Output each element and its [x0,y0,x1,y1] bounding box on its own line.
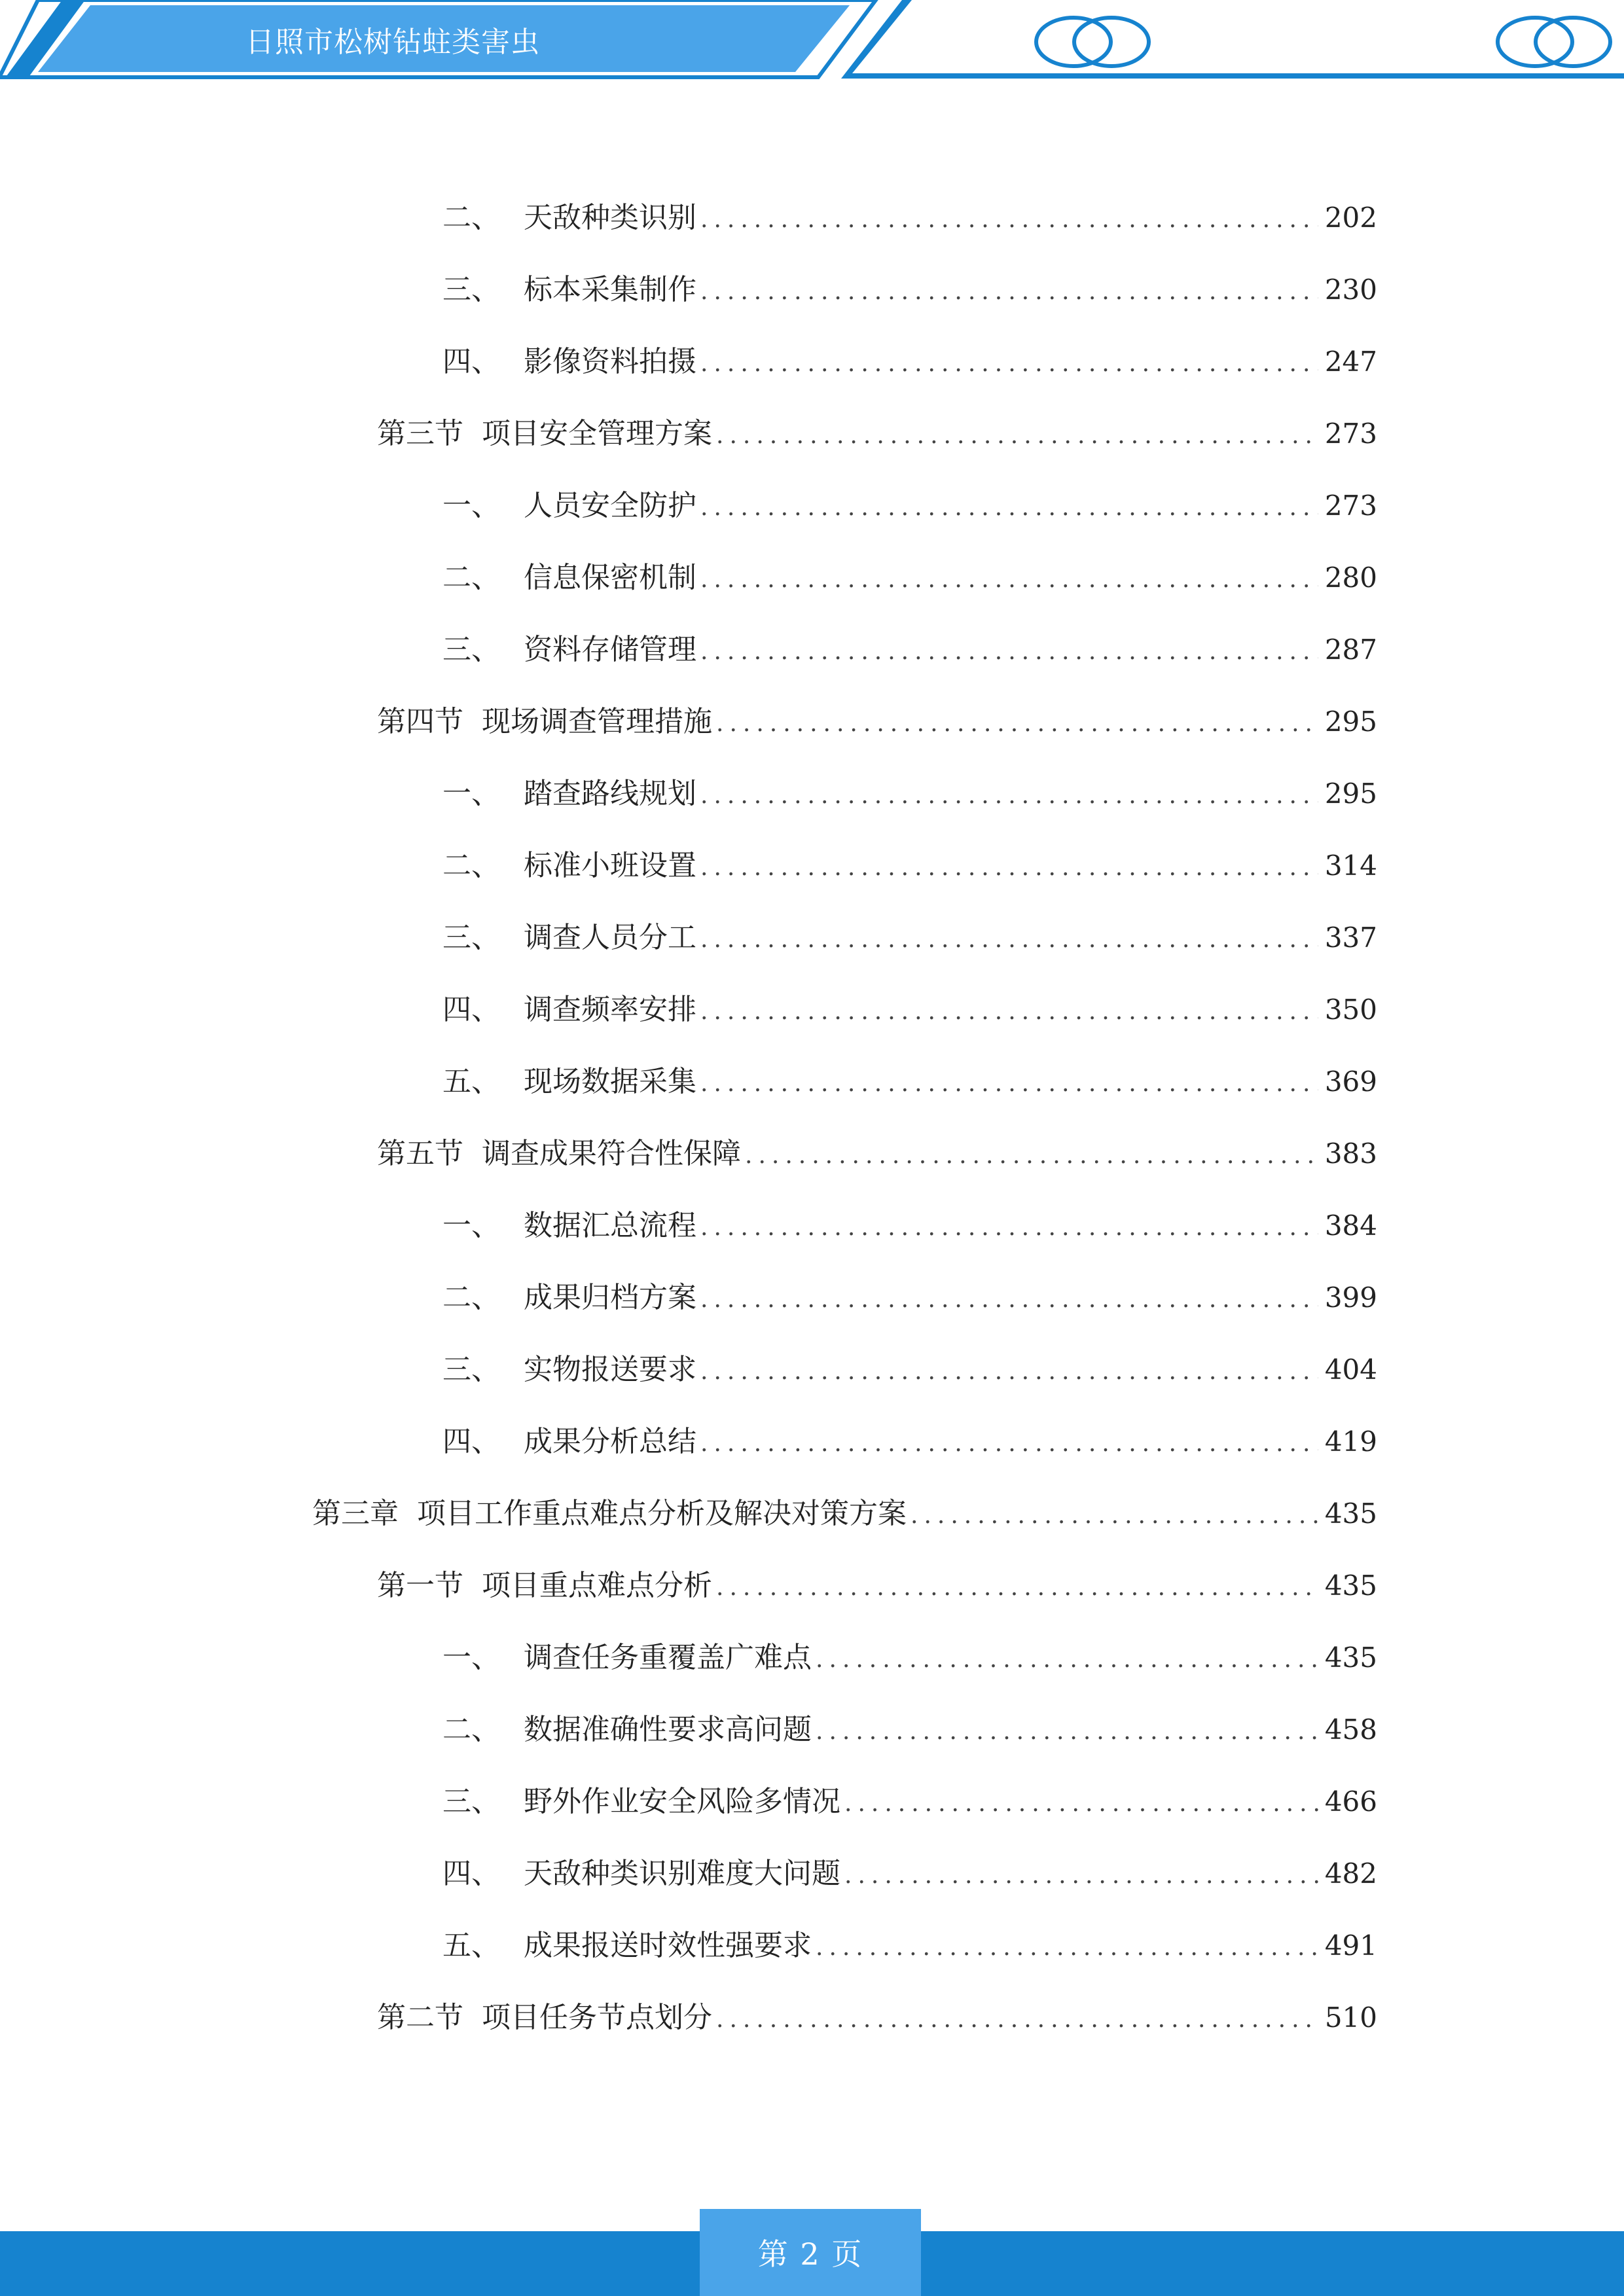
toc-entry-title: 天敌种类识别难度大问题 [524,1857,840,1890]
toc-entry-page: 273 [1324,490,1377,522]
toc-entry-title: 调查频率安排 [524,993,696,1026]
toc-entry-page: 295 [1324,778,1377,810]
toc-entry-number: 五、 [442,1929,500,1962]
toc-entry-title: 现场调查管理措施 [482,705,712,738]
toc-entry-number: 第三章 [312,1497,399,1530]
toc-entry-label [377,702,712,742]
toc-entry-number: 四、 [442,1857,500,1890]
toc-entry[interactable] [312,1494,1377,1534]
toc-entry[interactable] [442,1206,1377,1246]
toc-entry-label [442,1422,696,1462]
toc-entry-label [442,774,696,814]
toc-entry-title: 调查任务重覆盖广难点 [524,1641,812,1674]
page-number: 第 2 页 [757,2236,863,2272]
toc-entry-label [312,1494,907,1534]
toc-entry[interactable] [442,1854,1377,1893]
toc-entry-label [377,1566,712,1605]
toc-entry-label [442,1926,812,1965]
toc-entry[interactable] [442,1926,1377,1965]
toc-entry-page: 383 [1324,1138,1377,1170]
toc-entry-title: 现场数据采集 [524,1065,696,1098]
toc-entry-page: 314 [1324,850,1377,882]
toc-entry-title: 调查成果符合性保障 [482,1137,741,1170]
toc-dot-leader [700,1424,1318,1463]
toc-entry-label [442,1062,696,1102]
toc-dot-leader [700,1208,1318,1247]
toc-dot-leader [700,1352,1318,1391]
toc-entry-title: 项目工作重点难点分析及解决对策方案 [417,1497,907,1530]
toc-dot-leader [700,344,1318,384]
toc-entry-number: 三、 [442,273,500,306]
toc-entry-label [442,846,696,886]
toc-dot-leader [745,1136,1318,1175]
toc-entry-page: 202 [1324,202,1377,234]
toc-entry[interactable] [442,1710,1377,1749]
toc-entry-label [442,1350,696,1390]
toc-entry-number: 二、 [442,849,500,882]
toc-entry-number: 二、 [442,201,500,234]
toc-entry-label [442,1206,696,1246]
toc-dot-leader [700,848,1318,888]
toc-entry[interactable] [442,342,1377,382]
toc-entry-title: 影像资料拍摄 [524,345,696,378]
toc-entry-title: 天敌种类识别 [524,201,696,234]
toc-dot-leader [700,272,1318,312]
toc-entry[interactable] [442,270,1377,310]
toc-entry-label [442,558,696,598]
toc-entry-number: 一、 [442,1209,500,1242]
toc-dot-leader [816,1928,1318,1967]
toc-entry-page: 247 [1324,346,1377,378]
toc-entry-title: 成果归档方案 [524,1281,696,1314]
toc-entry-page: 230 [1324,274,1377,306]
toc-entry[interactable] [442,990,1377,1030]
toc-entry-page: 273 [1324,418,1377,450]
toc-entry-title: 调查人员分工 [524,921,696,954]
toc-dot-leader [911,1496,1318,1535]
toc-dot-leader [700,200,1318,240]
toc-dot-leader [700,992,1318,1031]
toc-entry-page: 510 [1324,2001,1377,2034]
toc-entry-page: 350 [1324,994,1377,1026]
toc-dot-leader [700,488,1318,528]
toc-entry-label [442,630,696,670]
toc-entry[interactable] [442,1062,1377,1102]
toc-entry-page: 466 [1324,1785,1377,1818]
toc-dot-leader [700,560,1318,600]
toc-entry-title: 实物报送要求 [524,1353,696,1386]
toc-dot-leader [700,1280,1318,1319]
toc-entry-number: 一、 [442,489,500,522]
toc-entry[interactable] [377,1998,1377,2037]
toc-entry-number: 三、 [442,921,500,954]
toc-entry[interactable] [377,1134,1377,1174]
toc-entry-page: 435 [1324,1641,1377,1674]
toc-entry-page: 369 [1324,1066,1377,1098]
toc-entry-page: 295 [1324,706,1377,738]
toc-entry-number: 第一节 [377,1569,463,1602]
toc-entry-number: 一、 [442,777,500,810]
toc-entry-number: 三、 [442,1353,500,1386]
toc-entry-title: 标准小班设置 [524,849,696,882]
toc-entry-title: 项目任务节点划分 [482,2001,712,2034]
toc-dot-leader [716,1568,1318,1607]
toc-entry[interactable] [442,774,1377,814]
toc-entry[interactable] [377,702,1377,742]
toc-entry-label [442,1854,840,1893]
toc-dot-leader [716,704,1318,744]
toc-entry[interactable] [442,1782,1377,1821]
toc-entry[interactable] [442,630,1377,670]
toc-entry[interactable] [442,1422,1377,1462]
toc-entry-page: 435 [1324,1570,1377,1602]
toc-entry-title: 资料存储管理 [524,633,696,666]
toc-entry-number: 第四节 [377,705,463,738]
toc-entry[interactable] [442,846,1377,886]
toc-entry[interactable] [442,486,1377,526]
toc-entry-number: 五、 [442,1065,500,1098]
toc-entry-label [442,918,696,958]
toc-entry-label [377,1998,712,2037]
toc-dot-leader [716,416,1318,456]
toc-entry-page: 482 [1324,1857,1377,1890]
toc-entry-title: 人员安全防护 [524,489,696,522]
toc-entry-title: 数据准确性要求高问题 [524,1713,812,1746]
toc-entry-label [377,414,712,454]
toc-entry-page: 384 [1324,1210,1377,1242]
toc-entry-label [442,1278,696,1318]
toc-dot-leader [700,776,1318,816]
toc-entry-title: 野外作业安全风险多情况 [524,1785,840,1818]
toc-entry-number: 四、 [442,1425,500,1458]
toc-entry-label [442,342,696,382]
toc-entry-label [442,486,696,526]
header-title: 日照市松树钻蛀类害虫 [245,26,540,59]
toc-dot-leader [700,1064,1318,1103]
toc-entry-label [442,990,696,1030]
toc-entry-label [442,1710,812,1749]
toc-entry-page: 287 [1324,634,1377,666]
toc-entry-title: 项目安全管理方案 [482,417,712,450]
toc-dot-leader [816,1712,1318,1751]
toc-entry-number: 一、 [442,1641,500,1674]
toc-entry-page: 404 [1324,1354,1377,1386]
toc-entry-title: 标本采集制作 [524,273,696,306]
toc-entry-title: 踏查路线规划 [524,777,696,810]
toc-entry[interactable] [442,1350,1377,1390]
toc-entry-page: 458 [1324,1713,1377,1746]
toc-entry[interactable] [442,558,1377,598]
toc-dot-leader [700,632,1318,672]
toc-entry-page: 399 [1324,1282,1377,1314]
toc-entry-number: 第二节 [377,2001,463,2034]
toc-entry[interactable] [377,1566,1377,1605]
toc-entry-title: 数据汇总流程 [524,1209,696,1242]
toc-entry-label [442,270,696,310]
toc-entry-number: 三、 [442,1785,500,1818]
toc-entry[interactable] [442,918,1377,958]
toc-entry[interactable] [442,1638,1377,1677]
toc-entry-page: 435 [1324,1498,1377,1530]
toc-entry-number: 二、 [442,1281,500,1314]
toc-entry-number: 四、 [442,345,500,378]
toc-entry-number: 四、 [442,993,500,1026]
toc-dot-leader [844,1856,1318,1895]
toc-dot-leader [716,2000,1318,2039]
toc-entry-label [442,1638,812,1677]
toc-entry-title: 成果分析总结 [524,1425,696,1458]
toc-entry-page: 337 [1324,922,1377,954]
toc-dot-leader [700,920,1318,960]
toc-entry[interactable] [442,1278,1377,1318]
toc-dot-leader [844,1784,1318,1823]
toc-entry-number: 二、 [442,561,500,594]
toc-entry-title: 成果报送时效性强要求 [524,1929,812,1962]
toc-entry[interactable] [377,414,1377,454]
toc-entry-label [377,1134,741,1174]
toc-entry-title: 信息保密机制 [524,561,696,594]
toc-entry-page: 280 [1324,562,1377,594]
toc-entry-number: 三、 [442,633,500,666]
toc-entry-title: 项目重点难点分析 [482,1569,712,1602]
toc-entry-number: 第五节 [377,1137,463,1170]
toc-entry-number: 第三节 [377,417,463,450]
toc-entry-label [442,198,696,238]
toc-entry-label [442,1782,840,1821]
toc-dot-leader [816,1640,1318,1679]
toc-entry-page: 419 [1324,1426,1377,1458]
toc-entry-page: 491 [1324,1929,1377,1962]
toc-entry[interactable] [442,198,1377,238]
toc-entry-number: 二、 [442,1713,500,1746]
